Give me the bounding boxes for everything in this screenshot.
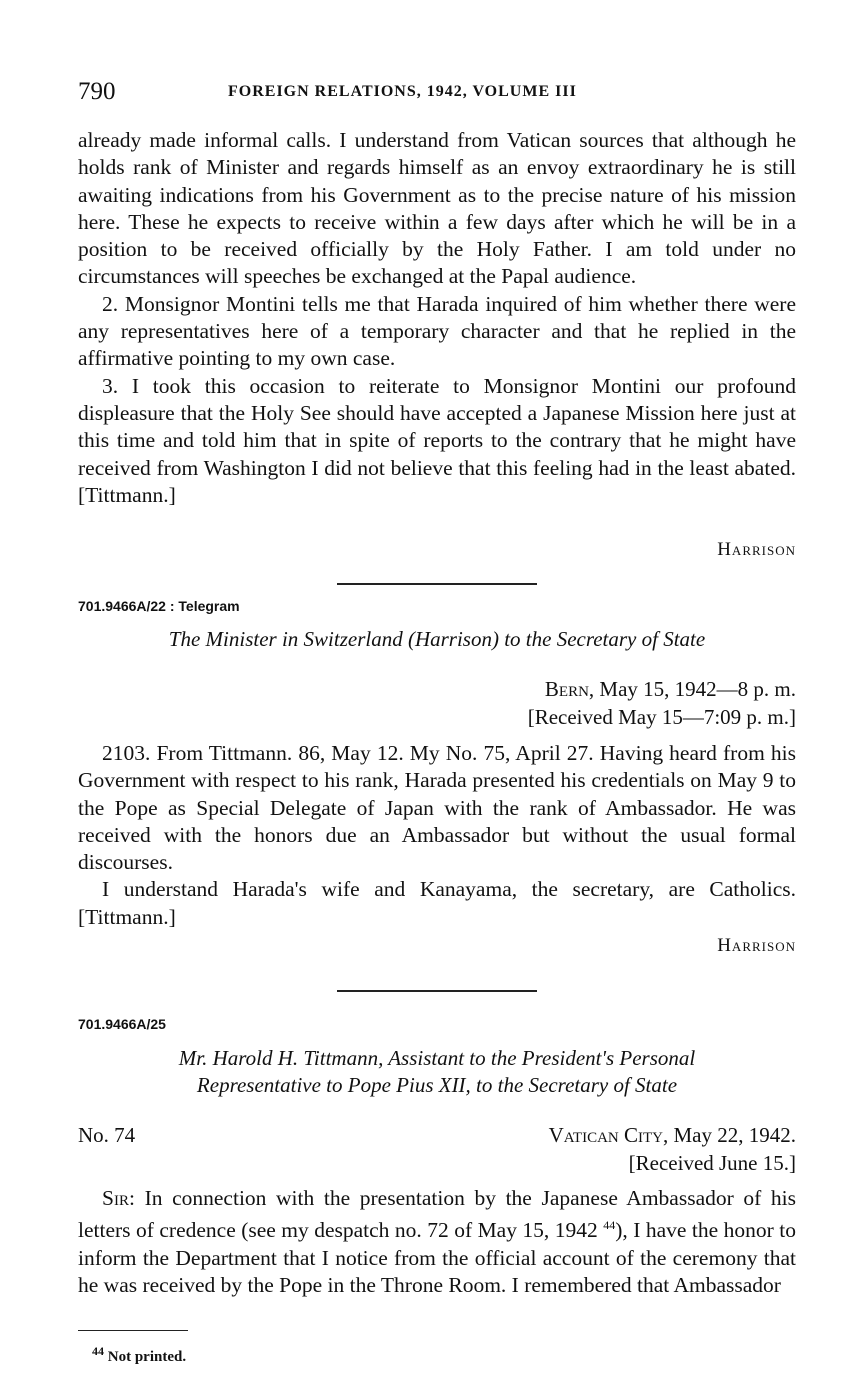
doc2-dateline-place: Bern,	[544, 677, 595, 701]
doc2-title: The Minister in Switzerland (Harrison) to the Secretary of State	[168, 627, 706, 651]
footnote-marker: 44	[92, 1344, 104, 1358]
doc3-paragraph-1	[78, 1185, 796, 1299]
doc2-body	[78, 740, 796, 931]
doc1-body	[78, 127, 796, 509]
doc3-file-number: 701.9466A/25	[78, 1016, 166, 1032]
footnote	[92, 1344, 186, 1366]
doc3-received: [Received June 15.]	[628, 1151, 796, 1175]
doc3-title-line-2: Representative to Pope Pius XII, to the Secretary of State	[196, 1073, 678, 1097]
doc1-paragraph-3: 3. I took this occasion to reiterate to Monsignor Montini our profound displeasure that the Holy See should have accepted a Japanese Mission here just at this time and told him that in spite of reports to the contrary that he might have received from Washington I did not believe that this feeling had in the least abated. [Tittmann.]	[78, 373, 796, 507]
doc3-dateline-place: Vatican City,	[548, 1123, 669, 1147]
page-number: 790	[78, 78, 116, 105]
doc2-signature: Harrison	[717, 935, 796, 956]
footnote-text: Not printed.	[107, 1349, 187, 1365]
doc2-file-number: 701.9466A/22 : Telegram	[78, 598, 240, 614]
doc1-signature: Harrison	[717, 539, 796, 560]
doc3-dateline	[549, 1123, 796, 1148]
doc3-title	[78, 1045, 796, 1099]
doc1-paragraph-1: already made informal calls. I understand from Vatican sources that although he holds rank of Minister and regards himself as an envoy extraordinary he is still awaiting indications from his Government as to the precise nature of his mission here. These he expects to receive within a few days after which he will be in a position to be received officially by the Holy Father. I am told under no circumstances will speeches be exchanged at the Papal audience.	[78, 128, 796, 289]
section-divider-1	[337, 583, 537, 585]
running-title: FOREIGN RELATIONS, 1942, VOLUME III	[228, 83, 577, 100]
doc3-number: No. 74	[78, 1123, 136, 1147]
footnote-rule	[78, 1330, 188, 1331]
doc1-paragraph-2: 2. Monsignor Montini tells me that Harada inquired of him whether there were any representatives here of a temporary character and that he replied in the affirmative pointing to my own case.	[78, 291, 796, 371]
doc2-dateline-date: May 15, 1942—8 p. m.	[599, 677, 796, 701]
section-divider-2	[337, 990, 537, 992]
page-header	[78, 78, 798, 108]
footnote-reference: 44	[603, 1218, 616, 1233]
doc3-body	[78, 1185, 796, 1299]
doc2-received: [Received May 15—7:09 p. m.]	[527, 705, 796, 729]
doc3-dateline-date: May 22, 1942.	[673, 1123, 796, 1147]
doc3-title-line-1: Mr. Harold H. Tittmann, Assistant to the President's Personal	[178, 1046, 696, 1070]
doc3-salutation: Sir:	[102, 1186, 135, 1210]
doc2-dateline	[545, 677, 796, 702]
doc2-paragraph-2: I understand Harada's wife and Kanayama, the secretary, are Catholics. [Tittmann.]	[78, 877, 796, 929]
doc3-body-part-1: In connection with the presentation by the Japanese Ambassador of his letters of credence (see my despatch no. 72 of May 15, 1942	[78, 1186, 797, 1243]
doc2-paragraph-1: 2103. From Tittmann. 86, May 12. My No. 75, April 27. Having heard from his Government with respect to his rank, Harada presented his credentials on May 9 to the Pope as Special Delegate of Japan with the rank of Ambassador. He was received with the honors due an Ambassador but without the usual formal discourses.	[78, 741, 796, 875]
doc3-body-part-2: ), I have the honor to inform the Department that I notice from the official account of the ceremony that he was received by the Pope in the Throne Room. I remembered that Ambassador	[78, 1218, 796, 1298]
